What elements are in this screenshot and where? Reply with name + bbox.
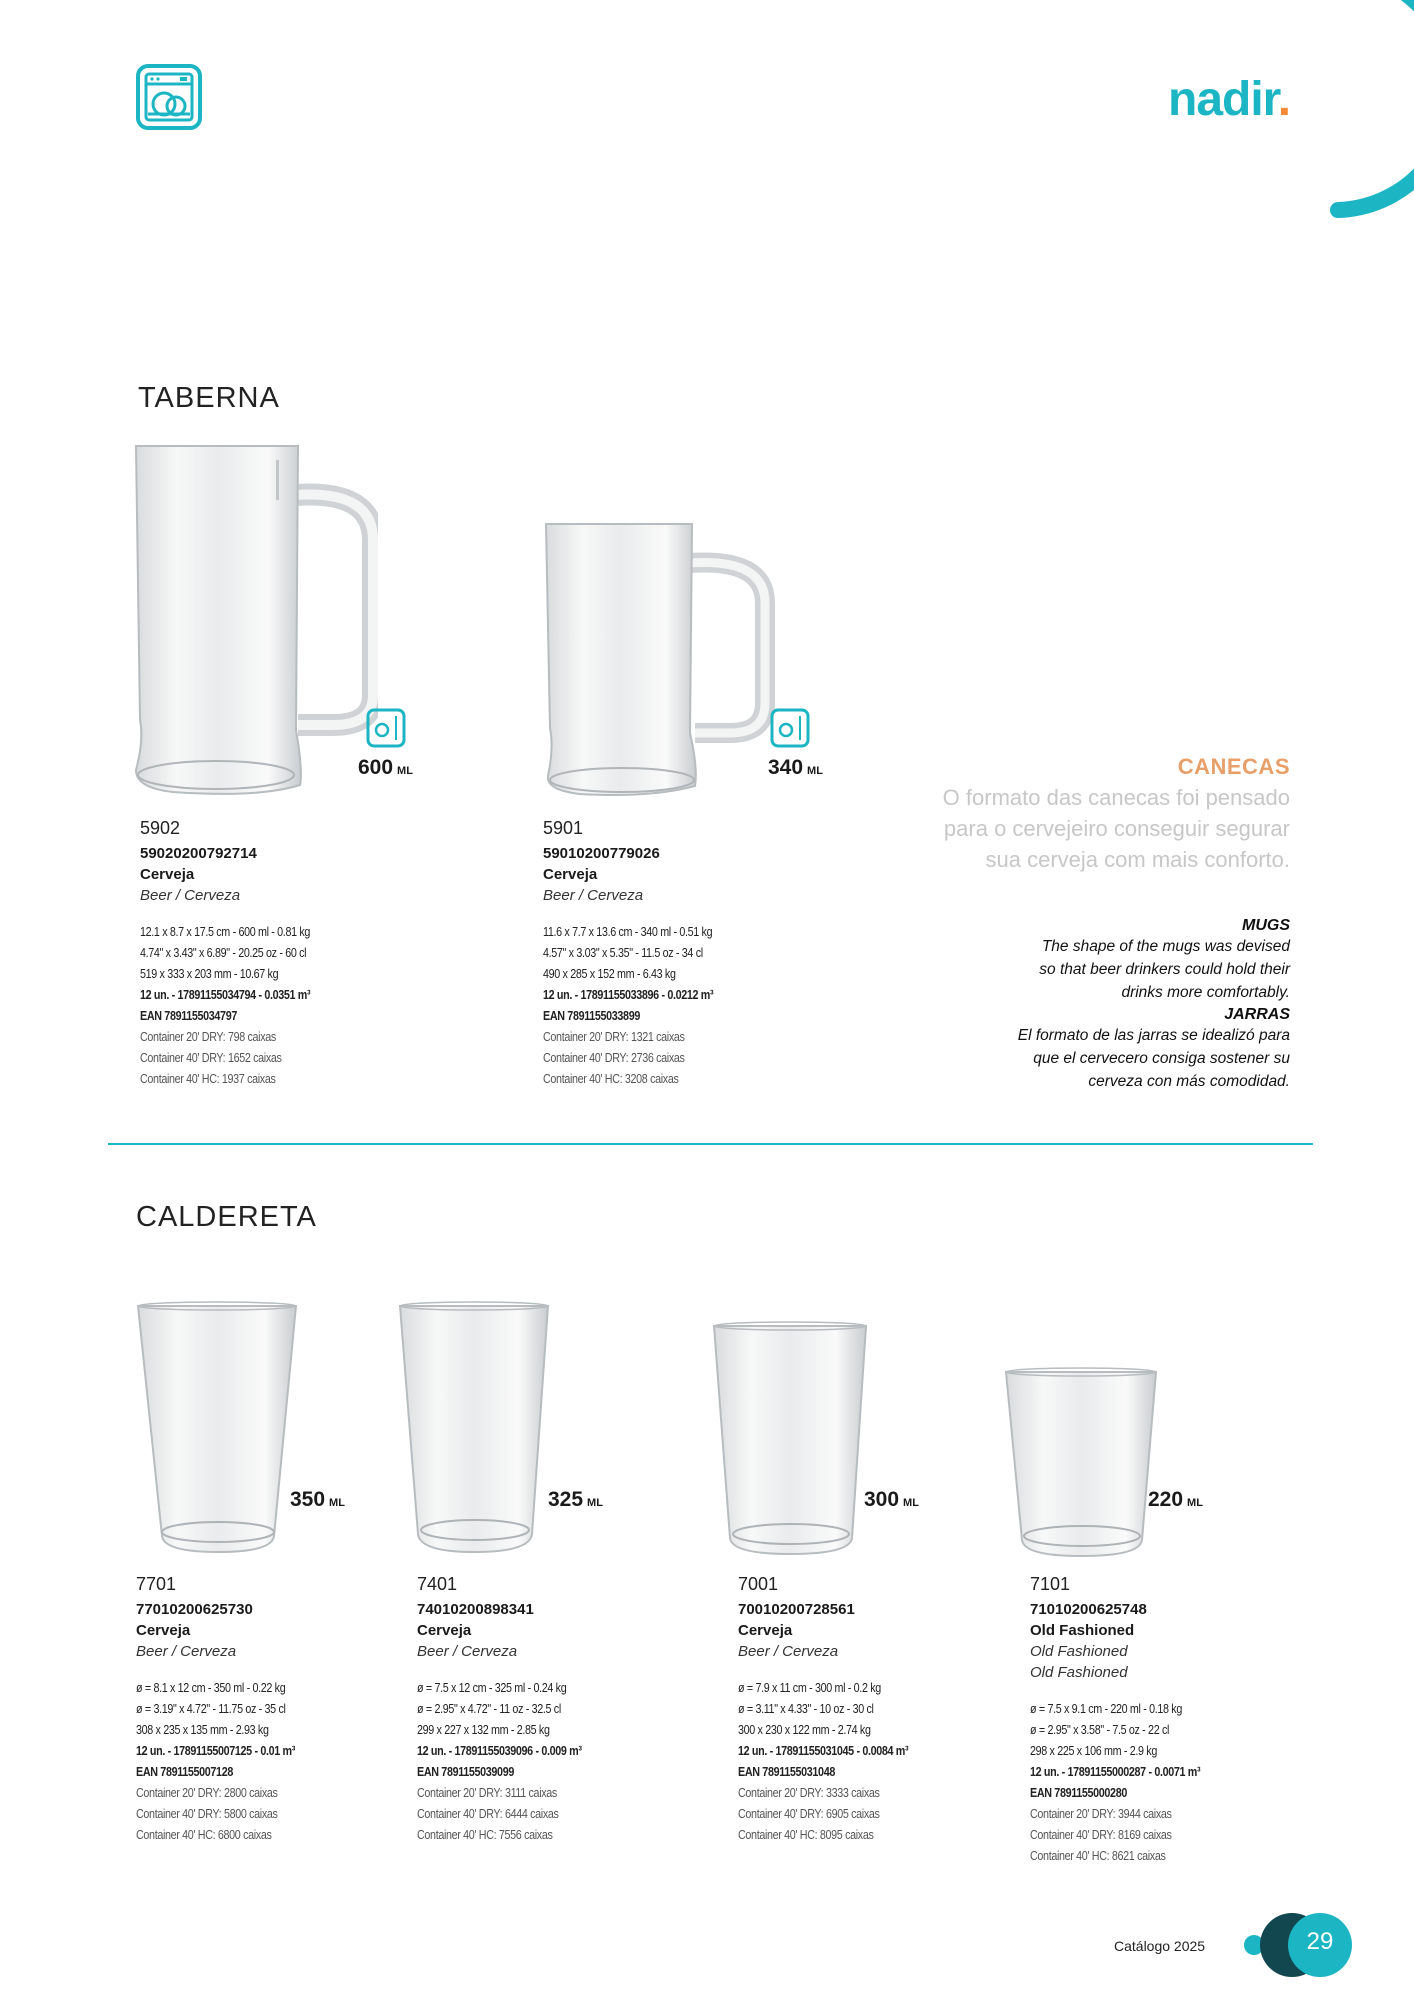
product-ean: 70010200728561: [738, 1601, 855, 1618]
product-subtitle: Beer / Cerveza: [136, 1643, 237, 1660]
product-name: Cerveja: [738, 1622, 793, 1639]
product-card-5902: [140, 818, 440, 1090]
decorative-arc: [1290, 0, 1414, 230]
mugs-text: The shape of the mugs was devised so that beer drinkers could hold their drinks more comfortably.: [1039, 938, 1290, 1001]
product-ean: 59010200779026: [543, 845, 660, 862]
product-subtitle: Old Fashioned: [1030, 1643, 1128, 1660]
product-card-5901: [543, 818, 843, 1090]
product-card-7701: [136, 1574, 396, 1846]
product-name: Cerveja: [136, 1622, 191, 1639]
canecas-text: O formato das canecas foi pensado para o cervejeiro conseguir segurar sua cerveja com mais conforto.: [942, 785, 1290, 872]
product-subtitle-2: Old Fashioned: [1030, 1664, 1128, 1681]
product-name: Cerveja: [417, 1622, 472, 1639]
product-name: Cerveja: [543, 866, 598, 883]
section-title-taberna: TABERNA: [138, 382, 280, 414]
dishwasher-icon: [136, 64, 202, 135]
volume-label: 350 ML: [290, 1488, 345, 1511]
dishwasher-safe-icon: [770, 708, 810, 753]
product-subtitle: Beer / Cerveza: [543, 887, 644, 904]
canecas-title: CANECAS: [1177, 754, 1290, 779]
jarras-title: JARRAS: [1224, 1006, 1290, 1023]
glass-7701-image: [134, 1300, 302, 1558]
mug-5902-image: [128, 440, 378, 800]
catalog-label: Catálogo 2025: [1114, 1938, 1206, 1954]
glass-7101-image: [1002, 1366, 1162, 1561]
product-specs: ø = 7.5 x 9.1 cm - 220 ml - 0.18 kg ø = 2.95" x 3.58" - 7.5 oz - 22 cl 298 x 225 x 106 mm - 2.9 kg 12 un. - 17891155000287 - 0.0071 m³ EAN 7891155000280 Container 20' DRY: 3944 caixas Container 40' DRY: 8169 caixas Container 40' HC: 8621 caixas: [1030, 1702, 1201, 1863]
dishwasher-safe-icon: [366, 708, 406, 753]
product-name: Old Fashioned: [1030, 1622, 1135, 1639]
product-name: Cerveja: [140, 866, 195, 883]
product-ean: 77010200625730: [136, 1601, 253, 1618]
product-specs: ø = 8.1 x 12 cm - 350 ml - 0.22 kg ø = 3.19" x 4.72" - 11.75 oz - 35 cl 308 x 235 x 135 mm - 2.93 kg 12 un. - 17891155007125 - 0.01 m³ EAN 7891155007128 Container 20' DRY: 2800 caixas Container 40' DRY: 5800 caixas Container 40' HC: 6800 caixas: [136, 1681, 295, 1842]
brand-logo: nadir.: [1168, 73, 1291, 126]
product-subtitle: Beer / Cerveza: [417, 1643, 518, 1660]
product-specs: 11.6 x 7.7 x 13.6 cm - 340 ml - 0.51 kg 4.57" x 3.03" x 5.35" - 11.5 oz - 34 cl 490 x 285 x 152 mm - 6.43 kg 12 un. - 17891155033896 - 0.0212 m³ EAN 7891155033899 Container 20' DRY: 1321 caixas Container 40' DRY: 2736 caixas Container 40' HC: 3208 caixas: [543, 925, 714, 1086]
glass-7001-image: [710, 1320, 870, 1560]
product-subtitle: Beer / Cerveza: [140, 887, 241, 904]
product-card-7401: [417, 1574, 677, 1846]
product-specs: 12.1 x 8.7 x 17.5 cm - 600 ml - 0.81 kg 4.74" x 3.43" x 6.89" - 20.25 oz - 60 cl 519 x 333 x 203 mm - 10.67 kg 12 un. - 17891155034794 - 0.0351 m³ EAN 7891155034797 Container 20' DRY: 798 caixas Container 40' DRY: 1652 caixas Container 40' HC: 1937 caixas: [140, 925, 311, 1086]
product-card-7001: [738, 1574, 998, 1846]
volume-label: 300 ML: [864, 1488, 919, 1511]
product-specs: ø = 7.9 x 11 cm - 300 ml - 0.2 kg ø = 3.11" x 4.33" - 10 oz - 30 cl 300 x 230 x 122 mm - 2.74 kg 12 un. - 17891155031045 - 0.0084 m³ EAN 7891155031048 Container 20' DRY: 3333 caixas Container 40' DRY: 6905 caixas Container 40' HC: 8095 caixas: [738, 1681, 909, 1842]
product-code: 7701: [136, 1574, 177, 1594]
product-code: 5901: [543, 818, 584, 838]
product-ean: 74010200898341: [417, 1601, 534, 1618]
page-number: 29: [1306, 1928, 1334, 1955]
section-divider: [108, 1143, 1313, 1145]
volume-label: 325 ML: [548, 1488, 603, 1511]
canecas-description: [840, 754, 1290, 1093]
volume-label: 220 ML: [1148, 1488, 1203, 1511]
product-ean: 59020200792714: [140, 845, 257, 862]
product-ean: 71010200625748: [1030, 1601, 1147, 1618]
product-code: 7401: [417, 1574, 458, 1594]
product-specs: ø = 7.5 x 12 cm - 325 ml - 0.24 kg ø = 2.95" x 4.72" - 11 oz - 32.5 cl 299 x 227 x 132 mm - 2.85 kg 12 un. - 17891155039096 - 0.009 m³ EAN 7891155039099 Container 20' DRY: 3111 caixas Container 40' DRY: 6444 caixas Container 40' HC: 7556 caixas: [417, 1681, 582, 1842]
glass-7401-image: [396, 1300, 554, 1558]
product-card-7101: [1030, 1574, 1290, 1867]
product-code: 7101: [1030, 1574, 1071, 1594]
product-code: 7001: [738, 1574, 779, 1594]
jarras-text: El formato de las jarras se idealizó para que el cervecero consiga sostener su cerveza con más comodidad.: [1017, 1027, 1290, 1090]
mugs-title: MUGS: [1242, 917, 1290, 934]
product-code: 5902: [140, 818, 181, 838]
volume-label: 340 ML: [768, 756, 823, 779]
section-title-caldereta: CALDERETA: [136, 1201, 317, 1233]
volume-label: 600 ML: [358, 756, 413, 779]
mug-5901-image: [540, 518, 780, 803]
product-subtitle: Beer / Cerveza: [738, 1643, 839, 1660]
